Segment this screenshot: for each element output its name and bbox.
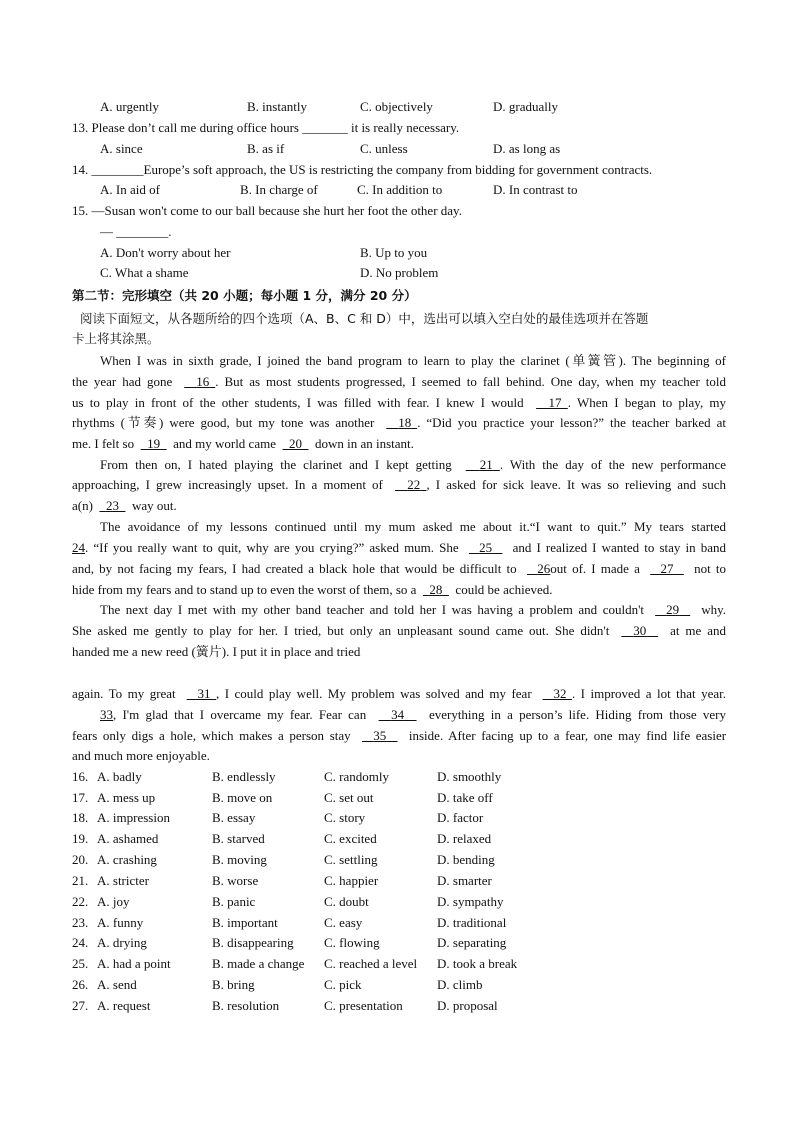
passage-line: hide from my fears and to stand up to even the worst of them, so a 28 could be achieved. <box>72 582 553 597</box>
options-row: 21. A. stricter B. worse C. happier D. smarter <box>72 873 492 888</box>
options-row: 17. A. mess up B. move on C. set out D. take off <box>72 790 493 805</box>
passage-line: the year had gone 16 . But as most students progressed, I seemed to fall behind. One day, when my teacher told <box>72 374 727 389</box>
options-row: 25. A. had a point B. made a change C. reached a level D. took a break <box>72 956 518 971</box>
blank-34: 34 <box>391 707 405 722</box>
passage-line: again. To my great 31 , I could play well. My problem was solved and my fear 32 . I improved a lot that year. <box>72 686 727 701</box>
passage-line: and much more enjoyable. <box>72 748 210 763</box>
instruction-line-2: 卡上将其涂黑。 <box>72 331 160 346</box>
blank-19: 19 <box>147 436 161 451</box>
option-b: B. Up to you <box>360 245 428 260</box>
passage-line: rhythms (节奏) were good, but my tone was another 18 . “Did you practice your lesson?” the teacher barked at <box>72 415 727 430</box>
q15-options-row2 <box>0 263 794 283</box>
q14-stem: 14. ________Europe’s soft approach, the US is restricting the company from bidding for government contracts. <box>72 162 653 177</box>
option-c: C. objectively <box>360 99 433 114</box>
blank-17: 17 <box>548 395 562 410</box>
blank-26: 26 <box>537 561 551 576</box>
instruction-line-1: 阅读下面短文，从各题所给的四个选项（A、B、C 和 D）中，选出可以填入空白处的最佳选项并在答题 <box>80 311 649 326</box>
blank-21: 21 <box>479 457 493 472</box>
options-row: 20. A. crashing B. moving C. settling D. bending <box>72 852 495 867</box>
blank-24: 24 <box>72 540 85 555</box>
blank-23: 23 <box>105 498 119 513</box>
passage-line: a(n) 23 way out. <box>72 498 177 513</box>
blank-31: 31 <box>197 686 211 701</box>
options-row: 16. A. badly B. endlessly C. randomly D. smoothly <box>72 769 502 784</box>
q15-options-row1 <box>0 243 794 263</box>
section-heading: 第二节：完形填空（共 20 小题；每小题 1 分，满分 20 分） <box>72 288 417 303</box>
blank-29: 29 <box>666 602 680 617</box>
passage-line: 24. “If you really want to quit, why are you crying?” asked mum. She 25 and I realized I wanted to stay in band <box>72 540 727 555</box>
q14-options <box>0 180 794 200</box>
option-c: C. unless <box>360 141 408 156</box>
option-d: D. In contrast to <box>493 182 578 197</box>
passage-line: From then on, I hated playing the clarinet and I kept getting 21 . With the day of the new performance <box>100 457 727 472</box>
passage-line: The avoidance of my lessons continued until my mum asked me about it.“I want to quit.” My tears started <box>100 519 726 534</box>
passage-line: me. I felt so 19 and my world came 20 down in an instant. <box>72 436 414 451</box>
options-row: 22. A. joy B. panic C. doubt D. sympathy <box>72 894 504 909</box>
passage-line: approaching, I grew increasingly upset. In a moment of 22 , I asked for sick leave. It was so relieving and such <box>72 477 726 492</box>
options-row: 18. A. impression B. essay C. story D. factor <box>72 810 484 825</box>
passage-line: handed me a new reed (簧片). I put it in place and tried <box>72 644 361 659</box>
blank-27: 27 <box>660 561 674 576</box>
blank-30: 30 <box>633 623 647 638</box>
q13-options <box>0 139 794 159</box>
blank-20: 20 <box>288 436 302 451</box>
option-b: B. instantly <box>247 99 307 114</box>
option-c: C. What a shame <box>100 265 189 280</box>
option-a: A. urgently <box>100 99 159 114</box>
option-b: B. In charge of <box>240 182 318 197</box>
passage-line: and, by not facing my fears, I had created a black hole that would be difficult to 26out of. I made a 27 not to <box>72 561 727 576</box>
option-d: D. No problem <box>360 265 439 280</box>
passage-line: 33, I'm glad that I overcame my fear. Fear can 34 everything in a person’s life. Hiding from those very <box>100 707 726 722</box>
q15-reply: — ________. <box>100 224 172 239</box>
passage-line: She asked me gently to play for her. I tried, but only an unpleasant sound came out. She didn't 30 at me and <box>72 623 727 638</box>
option-d: D. gradually <box>493 99 558 114</box>
option-a: A. Don't worry about her <box>100 245 231 260</box>
q15-stem: 15. —Susan won't come to our ball because she hurt her foot the other day. <box>72 203 462 218</box>
option-a: A. In aid of <box>100 182 160 197</box>
option-c: C. In addition to <box>357 182 443 197</box>
passage-line: When I was in sixth grade, I joined the band program to learn to play the clarinet (单簧管). The beginning of <box>100 353 726 368</box>
blank-25: 25 <box>479 540 493 555</box>
passage-line: The next day I met with my other band teacher and told her I was having a problem and couldn't 29 why. <box>100 602 727 617</box>
blank-32: 32 <box>553 686 567 701</box>
blank-35: 35 <box>373 728 387 743</box>
option-a: A. since <box>100 141 143 156</box>
blank-33: 33 <box>100 707 113 722</box>
passage-line: us to play in front of the other students, I was filled with fear. I knew I would 17 . When I began to play, my <box>72 395 727 410</box>
blank-22: 22 <box>407 477 421 492</box>
options-row: 23. A. funny B. important C. easy D. traditional <box>72 915 507 930</box>
blank-16: 16 <box>196 374 210 389</box>
blank-28: 28 <box>429 582 443 597</box>
option-d: D. as long as <box>493 141 561 156</box>
passage-line: fears only digs a hole, which makes a person stay 35 inside. After facing up to a fear, one may find life easier <box>72 728 727 743</box>
options-row: 26. A. send B. bring C. pick D. climb <box>72 977 483 992</box>
options-row: 24. A. drying B. disappearing C. flowing D. separating <box>72 935 507 950</box>
option-b: B. as if <box>247 141 285 156</box>
q13-stem: 13. Please don’t call me during office hours _______ it is really necessary. <box>72 120 460 135</box>
options-row: 27. A. request B. resolution C. presentation D. proposal <box>72 998 498 1013</box>
blank-18: 18 <box>398 415 412 430</box>
q12-options <box>0 97 794 117</box>
options-row: 19. A. ashamed B. starved C. excited D. relaxed <box>72 831 492 846</box>
